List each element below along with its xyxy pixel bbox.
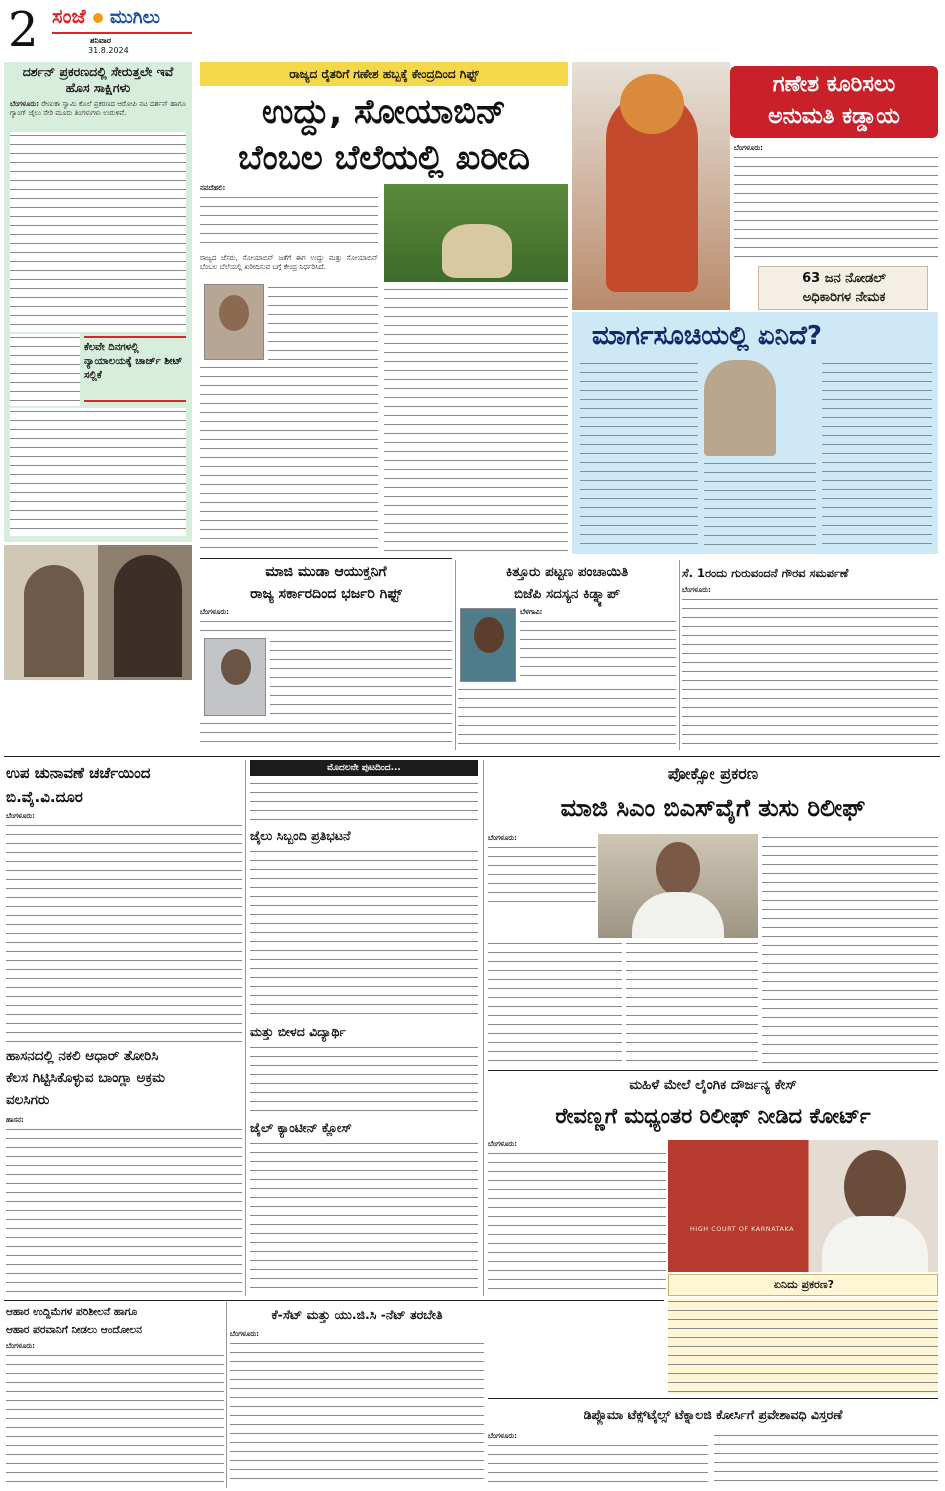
pocso-col1-top: [488, 844, 596, 904]
kittur-member-photo: [460, 608, 516, 682]
bottom-rule: [4, 1300, 664, 1301]
aadhaar-lead: [6, 1116, 242, 1126]
guidelines-col2: [704, 460, 816, 550]
muda-headline-line1: ಮಾಜಿ ಮುಡಾ ಆಯುಕ್ತನಿಗೆ: [265, 564, 387, 580]
farmers-dateline: ನವದೆಹಲಿ:: [200, 184, 226, 192]
paper-name-part1: ಸಂಜೆ: [52, 4, 86, 28]
farmers-col3-body: [384, 286, 568, 554]
farmers-field-photo: [384, 184, 568, 282]
kittur-headline-line1: ಕಿತ್ತೂರು ಪಟ್ಟಣ ಪಂಚಾಯಿತಿ: [505, 564, 629, 580]
diploma-top-rule: [488, 1398, 938, 1399]
page-number: 2: [8, 2, 39, 58]
honor-lead: [682, 586, 938, 596]
ganesha-body: [734, 154, 938, 264]
farmers-col2-lead: ರಾಜ್ಯದ ಜೆಸರು, ಸೋಯಾಬಿನ್ ಜತೆಗೆ ಈಗ ಉದ್ದು ಮತ್ತು ಸೋಯಾಬಿನ್ ಬೆಂಬಲ ಬೆಲೆಯಲ್ಲಿ ಖರೀದಿಸುವ ಬಗ್ಗೆ ಕೇಂದ್ರ ನಿರ್ಧರಿಸಿದೆ.: [200, 254, 378, 272]
guidelines-col1: [580, 360, 698, 550]
ganesha-dateline: ಬೆಂಗಳೂರು:: [734, 144, 763, 152]
darshan-lead: [10, 100, 186, 130]
farmers-headline-line2: ಬೆಂಬಲ ಬೆಲೆಯಲ್ಲಿ ಖರೀದಿ: [238, 138, 530, 178]
honor-headline: ಸೆ. 1ರಂದು ಗುರುವಂದನೆ ಗೌರವ ಸಮರ್ಪಣೆ: [682, 566, 849, 580]
issue-day: ಶನಿವಾರ: [90, 36, 112, 45]
continued-body-4: [250, 1140, 478, 1296]
continued-sub1: ಜೈಲು ಸಿಬ್ಬಂದಿ ಪ್ರತಿಭಟನೆ: [250, 828, 351, 843]
guidelines-section: [572, 312, 938, 554]
ganesha-headline-line1: ಗಣೇಶ ಕೂರಿಸಲು: [772, 72, 896, 97]
farmers-col1-body: [200, 194, 378, 250]
aadhaar-dateline: ಹಾಸನ:: [6, 1116, 24, 1124]
darshan-dateline: ಬೆಂಗಳೂರು:: [10, 100, 39, 108]
soybean-hand-photo: [442, 224, 512, 278]
continued-sub3: ಜೈಲ್ ಕ್ಯಾಂಟೀನ್ ಕ್ಲೋಸ್: [250, 1120, 352, 1135]
darshan-article: [4, 62, 192, 542]
person-photo-left: [24, 565, 84, 677]
pocso-headline: ಮಾಜಿ ಸಿಎಂ ಬಿಎಸ್‌ವೈಗೆ ತುಸು ರಿಲೀಫ್: [560, 794, 866, 822]
issue-date: 31.8.2024: [88, 46, 129, 55]
col-divider-1: [455, 560, 456, 750]
honor-body: [682, 596, 938, 750]
diploma-headline: ಡಿಪ್ಲೊಮಾ ಟೆಕ್ಸ್‌ಟೈಲ್ಸ್ ಟೆಕ್ನಾಲಜಿ ಕೋರ್ಸಿಗೆ ಪ್ರವೇಶಾವಧಿ ವಿಸ್ತರಣೆ: [583, 1407, 843, 1422]
farmers-col2-body-a: [268, 284, 378, 360]
col-divider-3: [245, 760, 246, 1296]
ganesha-subhead-line1: 63 ಜನ ನೋಡಲ್: [802, 271, 886, 286]
guidelines-col3: [822, 360, 932, 550]
food-headline-line2: ಆಹಾರ ಪರವಾನಿಗೆ ನೀಡಲು ಆಂದೋಲನ: [6, 1324, 142, 1336]
ganesha-subhead-box: [758, 266, 928, 310]
ganesha-idol-small-photo: [704, 360, 776, 456]
bsy-body: [632, 892, 724, 938]
aadhaar-headline-line2: ಕೆಲಸ ಗಿಟ್ಟಿಸಿಕೊಳ್ಳುವ ಬಾಂಗ್ಲಾ ಅಕ್ರಮ: [6, 1070, 165, 1086]
muda-dateline: ಬೆಂಗಳೂರು:: [200, 608, 229, 616]
darshan-body: [10, 132, 186, 332]
muda-body-bottom: [200, 720, 452, 750]
farmers-headline-line1: ಉದ್ದು, ಸೋಯಾಬಿನ್: [261, 92, 507, 132]
muda-official-face: [221, 649, 251, 685]
kset-dateline: ಬೆಂಗಳೂರು:: [230, 1330, 259, 1338]
muda-lead: [200, 608, 452, 618]
diploma-body-right: [714, 1432, 938, 1486]
ganesha-head: [620, 74, 684, 134]
diploma-lead: [488, 1432, 708, 1442]
bypoll-lead: [6, 812, 242, 822]
darshan-body-2: [10, 408, 186, 536]
ganesha-headline-line2: ಅನುಮತಿ ಕಡ್ಡಾಯ: [768, 104, 900, 129]
paper-name-part2: ಮುಗಿಲು: [109, 7, 160, 28]
mid-page-rule: [4, 756, 940, 757]
guidelines-headline: ಮಾರ್ಗಸೂಚಿಯಲ್ಲಿ ಏನಿದೆ?: [592, 321, 823, 351]
honor-dateline: ಬೆಂಗಳೂರು:: [682, 586, 711, 594]
revanna-face: [844, 1150, 906, 1224]
bsy-photo: [598, 834, 758, 938]
food-dateline: ಬೆಂಗಳೂರು:: [6, 1342, 35, 1350]
continued-body-1: [250, 780, 478, 824]
darshan-photo: [4, 545, 192, 680]
bypoll-body: [6, 822, 242, 1044]
minister-face: [219, 295, 249, 331]
ganesha-photo: [572, 62, 730, 310]
aadhaar-headline-line3: ವಲಸಿಗರು: [6, 1092, 50, 1108]
aadhaar-body: [6, 1126, 242, 1294]
col-divider-2: [679, 560, 680, 750]
darshan-headline: ದರ್ಶನ್ ಪ್ರಕರಣದಲ್ಲಿ ಸೇರುತ್ತಲೇ ಇವೆ ಹೊಸ ಸಾಕ್ಷಿಗಳು: [22, 64, 174, 95]
ganesha-headline-box: [730, 66, 938, 138]
case-box-body: [668, 1298, 938, 1394]
darshan-body-left: [10, 334, 80, 406]
muda-top-rule: [200, 558, 452, 559]
pocso-col1-bottom: [488, 940, 622, 1064]
food-headline-line1: ಆಹಾರ ಉದ್ದಿಮೆಗಳ ಪರಿಶೀಲನೆ ಹಾಗೂ: [6, 1306, 138, 1318]
paper-logo: [52, 4, 192, 34]
bsy-face: [656, 842, 700, 896]
continued-sub2: ಮತ್ತು ಬೀಳದ ವಿದ್ಯಾರ್ಥಿ: [250, 1024, 346, 1039]
diploma-body-left: [488, 1442, 708, 1486]
col-divider-5: [226, 1302, 227, 1488]
food-lead: [6, 1342, 224, 1352]
kittur-headline-line2: ಬಿಜೆಪಿ ಸದಸ್ಯನ ಕಿಡ್ನ್ಯಾಪ್: [513, 586, 621, 602]
kittur-dateline: ಬೆಳಗಾವಿ:: [520, 608, 543, 616]
sun-icon: [93, 13, 103, 23]
muda-body-top: [200, 618, 452, 636]
court-sign: HIGH COURT OF KARNATAKA: [689, 1225, 795, 1233]
minister-photo: [204, 284, 264, 360]
kittur-member-face: [474, 617, 504, 653]
ganesha-subhead-line2: ಅಧಿಕಾರಿಗಳ ನೇಮಕ: [802, 290, 886, 305]
food-body: [6, 1352, 224, 1486]
case-box: [668, 1274, 938, 1296]
kittur-body-bottom: [458, 686, 676, 750]
revanna-top-rule: [488, 1070, 938, 1071]
muda-official-photo: [204, 638, 266, 716]
farmers-col2-body-b: [200, 364, 378, 554]
pocso-dateline: ಬೆಂಗಳೂರು:: [488, 834, 517, 842]
continued-body-3: [250, 1044, 478, 1114]
person-photo-right: [114, 555, 182, 677]
kset-lead: [230, 1330, 484, 1340]
kset-body: [230, 1340, 484, 1486]
revanna-body: [488, 1150, 666, 1296]
bypoll-headline-line2: ಬಿ.ವೈ.ವಿ.ದೂರ: [6, 788, 83, 806]
high-court-photo: [668, 1140, 938, 1272]
pocso-kicker: ಪೋಕ್ಸೋ ಪ್ರಕರಣ: [667, 764, 759, 783]
continued-label: ಮೊದಲನೇ ಪುಟದಿಂದ...: [250, 760, 478, 776]
revanna-body-photo: [822, 1216, 928, 1272]
case-box-title: ಏನಿದು ಪ್ರಕರಣ?: [773, 1278, 835, 1291]
farmers-kicker: ರಾಜ್ಯದ ರೈತರಿಗೆ ಗಣೇಶ ಹಬ್ಬಕ್ಕೆ ಕೇಂದ್ರದಿಂದ ಗಿಫ್ಟ್: [200, 62, 568, 86]
bypoll-dateline: ಬೆಂಗಳೂರು:: [6, 812, 35, 820]
bypoll-headline-line1: ಉಪ ಚುನಾವಣೆ ಚರ್ಚೆಯಿಂದ: [6, 764, 151, 782]
pocso-col3: [762, 834, 938, 1064]
diploma-dateline: ಬೆಂಗಳೂರು:: [488, 1432, 517, 1440]
pocso-col2-bottom: [626, 940, 758, 1064]
muda-body-side: [270, 638, 452, 718]
ganesha-lead: [734, 144, 938, 154]
kset-headline: ಕೆ-ಸೆಟ್ ಮತ್ತು ಯು.ಜಿ.ಸಿ -ನೆಟ್ ತರಬೇತಿ: [271, 1307, 443, 1322]
revanna-lead: [488, 1140, 666, 1150]
kittur-lead: [520, 608, 676, 618]
col-divider-4: [483, 760, 484, 1296]
revanna-kicker: ಮಹಿಳೆ ಮೇಲೆ ಲೈಂಗಿಕ ದೌರ್ಜನ್ಯ ಕೇಸ್: [629, 1077, 797, 1093]
pocso-lead: [488, 834, 596, 844]
muda-headline-line2: ರಾಜ್ಯ ಸರ್ಕಾರದಿಂದ ಭರ್ಜರಿ ಗಿಫ್ಟ್: [250, 586, 402, 602]
continued-body-2: [250, 848, 478, 1020]
darshan-pull-quote: ಕೆಲವೇ ದಿನಗಳಲ್ಲಿ ನ್ಯಾಯಾಲಯಕ್ಕೆ ಚಾರ್ಜ್ ಶೀಟ್ ಸಲ್ಲಿಕೆ: [84, 336, 186, 402]
aadhaar-headline-line1: ಹಾಸನದಲ್ಲಿ ನಕಲಿ ಆಧಾರ್ ತೋರಿಸಿ: [6, 1048, 159, 1064]
kittur-body-side: [520, 618, 676, 684]
masthead: [0, 0, 200, 60]
darshan-lead-text: ರೇಣುಕಾ ಸ್ವಾಮಿ ಕೊಲೆ ಪ್ರಕರಣದ ಆರೋಪಿ ನಟ ದರ್ಶನ್ ಹಾಗೂ ಗ್ಯಾಂಗ್ ಜೈಲು ಸೇರಿ ಮೂರು ತಿಂಗಳುಗಳು ಉರುಳಿವೆ.: [10, 100, 186, 118]
revanna-dateline: ಬೆಂಗಳೂರು:: [488, 1140, 517, 1148]
revanna-headline: ರೇವಣ್ಣಗೆ ಮಧ್ಯಂತರ ರಿಲೀಫ್ ನೀಡಿದ ಕೋರ್ಟ್: [555, 1104, 871, 1128]
